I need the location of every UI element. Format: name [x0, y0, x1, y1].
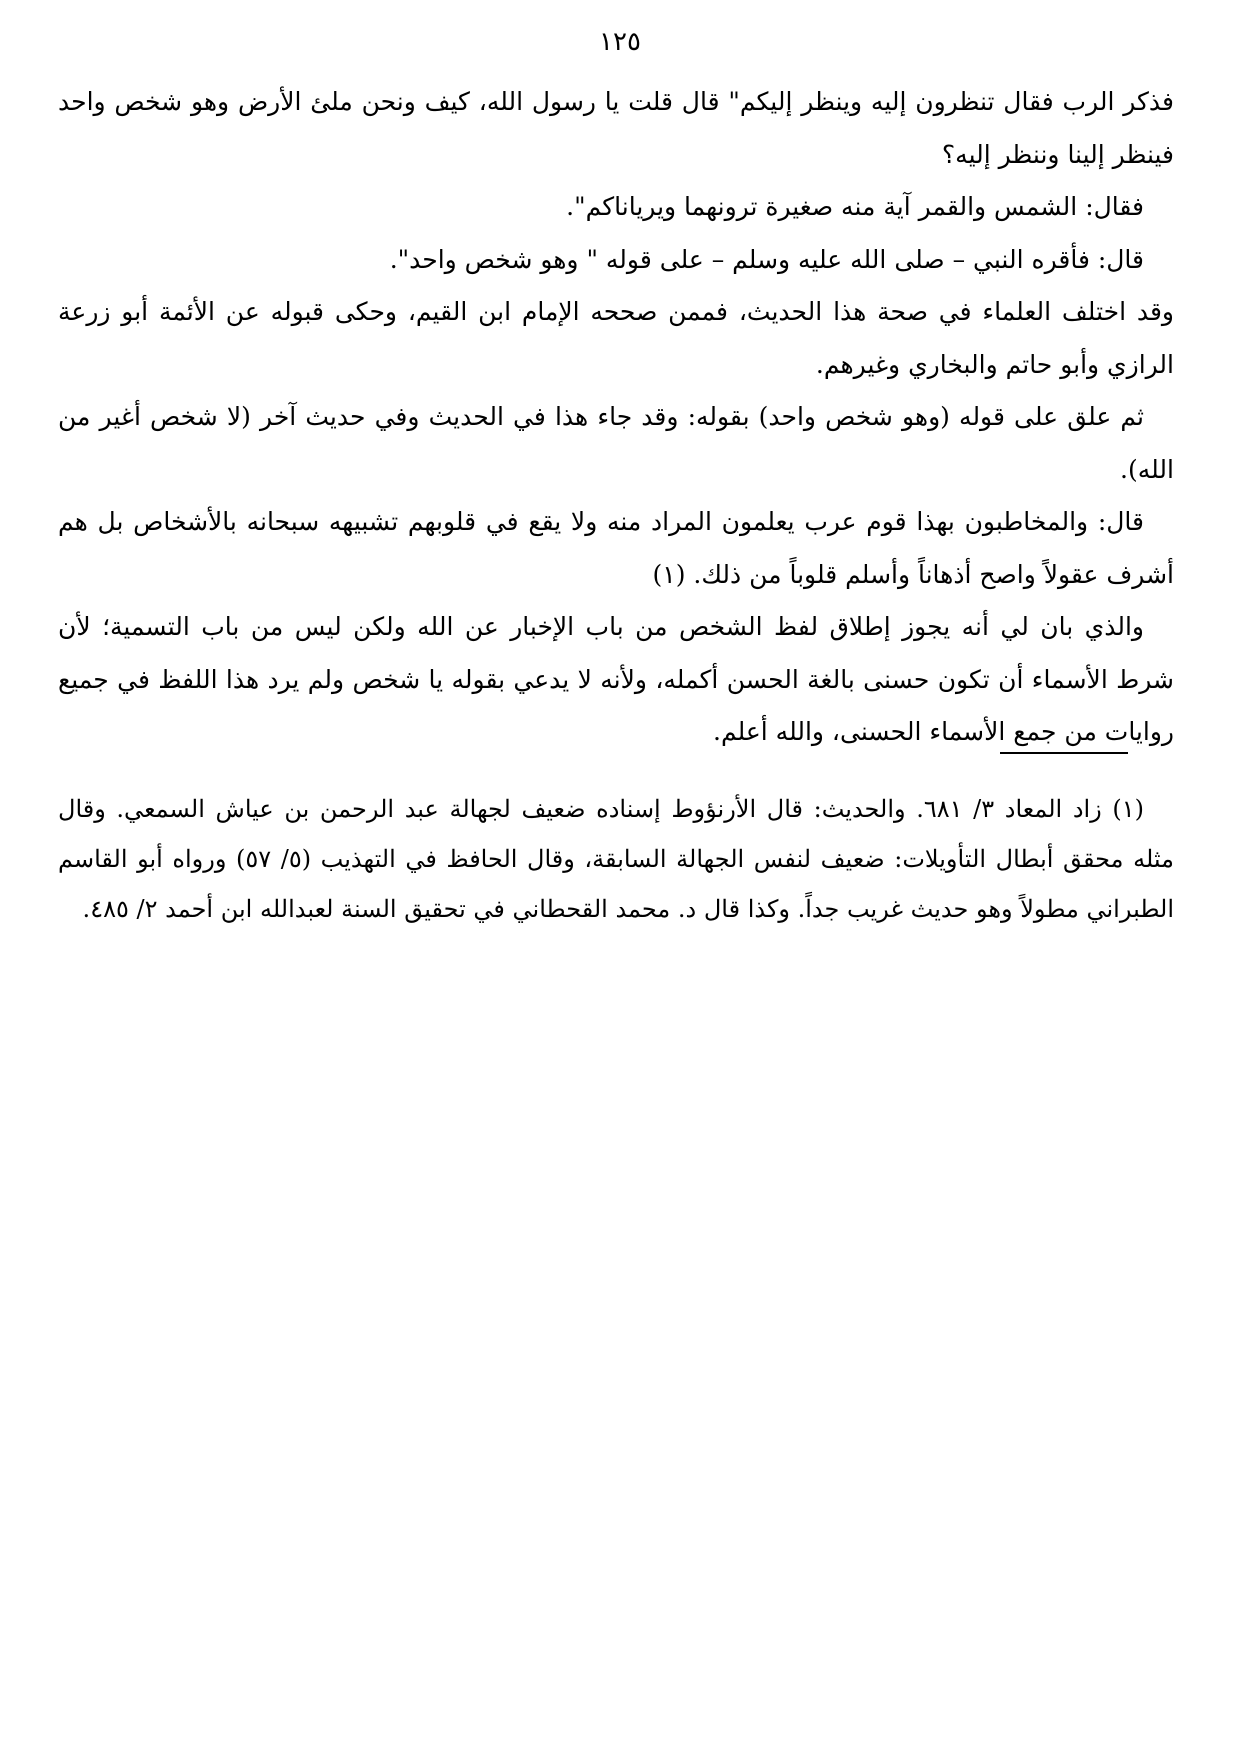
paragraph: قال: والمخاطبون بهذا قوم عرب يعلمون المراد منه ولا يقع في قلوبهم تشبيهه سبحانه بالأشخاص بل هم أشرف عقولاً واصح أذهاناً وأسلم قلوباً من ذلك. (١) [58, 507, 1174, 589]
paragraph: فقال: الشمس والقمر آية منه صغيرة ترونهما ويرياناكم". [566, 192, 1144, 221]
paragraph: ثم علق على قوله (وهو شخص واحد) بقوله: وقد جاء هذا في الحديث وفي حديث آخر (لا شخص أغير من الله). [58, 402, 1174, 484]
footnotes [58, 784, 1174, 934]
page-number: ١٢٥ [599, 27, 641, 57]
footnote: (١) زاد المعاد ٣/ ٦٨١. والحديث: قال الأرنؤوط إسناده ضعيف لجهالة عبد الرحمن بن عياش السمعي. وقال مثله محقق أبطال التأويلات: ضعيف لنفس الجهالة السابقة، وقال الحافظ في التهذيب (٥/ ٥٧) ورواه أبو القاسم الطبراني مطولاً وهو حديث غريب جداً. وكذا قال د. محمد القحطاني في تحقيق السنة لعبدالله ابن أحمد ٢/ ٤٨٥. [58, 795, 1174, 923]
paragraph: والذي بان لي أنه يجوز إطلاق لفظ الشخص من باب الإخبار عن الله ولكن ليس من باب التسمية؛ لأن شرط الأسماء أن تكون حسنى بالغة الحسن أكمله، ولأنه لا يدعي بقوله يا شخص ولم يرد هذا اللفظ في جميع روايات من جمع الأسماء الحسنى، والله أعلم. [58, 612, 1174, 746]
body-text [58, 76, 1174, 759]
footnote-separator [1000, 752, 1128, 754]
paragraph: فذكر الرب فقال تنظرون إليه وينظر إليكم" قال قلت يا رسول الله، كيف ونحن ملئ الأرض وهو شخص واحد فينظر إلينا وننظر إليه؟ [58, 87, 1174, 169]
paragraph: قال: فأقره النبي – صلى الله عليه وسلم – على قوله " وهو شخص واحد". [389, 244, 1144, 274]
paragraph: وقد اختلف العلماء في صحة هذا الحديث، فممن صححه الإمام ابن القيم، وحكى قبوله عن الأئمة أبو زرعة الرازي وأبو حاتم والبخاري وغيرهم. [58, 297, 1174, 379]
